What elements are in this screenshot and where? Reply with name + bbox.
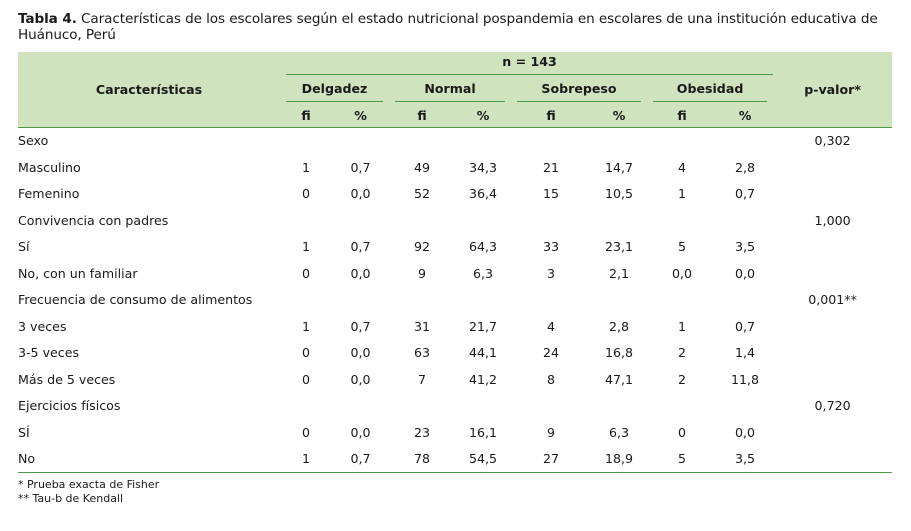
header-fi: fi	[417, 108, 427, 124]
header-fi: fi	[677, 108, 687, 124]
empty-cell	[773, 313, 892, 340]
row-label: Sí	[18, 239, 30, 255]
empty-cell	[455, 393, 511, 420]
empty-cell	[717, 393, 773, 420]
note-kendall: ** Tau-b de Kendall	[18, 492, 124, 505]
empty-cell	[332, 393, 389, 420]
fi-cell: 0	[677, 424, 686, 440]
pct-cell: 34,3	[468, 159, 498, 175]
pct-cell: 2,8	[608, 318, 630, 334]
table-row	[18, 234, 892, 261]
pct-cell: 0,0	[735, 265, 756, 281]
fi-cell: 63	[413, 345, 431, 361]
fi-cell: 2	[677, 345, 686, 361]
pct-cell: 0,7	[332, 446, 389, 473]
fi-cell: 31	[413, 318, 431, 334]
pct-cell: 2,8	[735, 159, 756, 175]
table-row	[18, 446, 892, 473]
fi-cell: 0	[301, 345, 310, 361]
section-row	[18, 393, 892, 420]
row-label: No	[18, 446, 280, 473]
fi-cell: 5	[647, 446, 717, 473]
nutrition-table	[18, 52, 892, 473]
pct-cell: 3,5	[717, 446, 773, 473]
fi-cell: 5	[677, 239, 686, 255]
fi-cell: 21	[542, 159, 560, 175]
empty-cell	[280, 207, 332, 234]
empty-cell	[455, 287, 511, 314]
fi-cell: 23	[413, 424, 431, 440]
section-row	[18, 207, 892, 234]
empty-cell	[511, 393, 591, 420]
empty-cell	[511, 127, 591, 154]
fi-cell: 92	[413, 239, 431, 255]
empty-cell	[280, 393, 332, 420]
table-caption	[18, 11, 903, 43]
pct-cell: 54,5	[455, 446, 511, 473]
row-label: Femenino	[18, 186, 80, 202]
header-row-n	[18, 52, 892, 77]
pct-cell: 6,3	[608, 424, 630, 440]
fi-cell: 2	[677, 371, 686, 387]
empty-cell	[647, 207, 717, 234]
empty-cell	[773, 366, 892, 393]
empty-cell	[332, 207, 389, 234]
empty-cell	[511, 287, 591, 314]
fi-cell: 3	[546, 265, 555, 281]
pct-cell: 0,7	[735, 318, 756, 334]
pct-cell: 0,0	[350, 345, 371, 361]
fi-cell: 52	[413, 186, 431, 202]
fi-cell: 4	[546, 318, 555, 334]
empty-cell	[389, 287, 455, 314]
header-pct: %	[476, 108, 490, 124]
pct-cell: 0,0	[735, 424, 756, 440]
empty-cell	[332, 287, 389, 314]
fi-cell: 49	[413, 159, 431, 175]
empty-cell	[591, 393, 647, 420]
pct-cell: 0,7	[350, 159, 371, 175]
fi-cell: 1	[301, 239, 310, 255]
header-n-total: n = 143	[280, 52, 773, 77]
header-fi: fi	[301, 108, 311, 124]
pct-cell: 47,1	[604, 371, 634, 387]
empty-cell	[591, 207, 647, 234]
fi-cell: 1	[301, 318, 310, 334]
empty-cell	[332, 127, 389, 154]
table-row	[18, 419, 892, 446]
empty-cell	[647, 287, 717, 314]
section-title: Frecuencia de consumo de alimentos	[18, 292, 253, 308]
fi-cell: 7	[417, 371, 426, 387]
header-group-delgadez: Delgadez	[280, 77, 389, 105]
empty-cell	[455, 127, 511, 154]
empty-cell	[773, 419, 892, 446]
header-group-normal: Normal	[389, 77, 511, 105]
row-label: SÍ	[18, 424, 30, 440]
empty-cell	[773, 234, 892, 261]
pct-cell: 18,9	[591, 446, 647, 473]
pct-cell: 16,1	[468, 424, 498, 440]
fi-cell: 33	[542, 239, 560, 255]
pct-cell: 36,4	[468, 186, 498, 202]
fi-cell: 78	[389, 446, 455, 473]
empty-cell	[280, 127, 332, 154]
fi-cell: 27	[511, 446, 591, 473]
table-row	[18, 366, 892, 393]
pct-cell: 3,5	[735, 239, 756, 255]
pct-cell: 11,8	[731, 371, 760, 387]
fi-cell: 24	[542, 345, 560, 361]
fi-cell: 9	[546, 424, 555, 440]
table-row	[18, 313, 892, 340]
pct-cell: 0,7	[735, 186, 756, 202]
pct-cell: 23,1	[604, 239, 634, 255]
empty-cell	[773, 181, 892, 208]
fi-cell: 1	[280, 446, 332, 473]
pct-cell: 0,0	[350, 265, 371, 281]
row-label: No, con un familiar	[18, 265, 138, 281]
section-pvalue: 0,720	[814, 398, 851, 414]
fi-cell: 8	[546, 371, 555, 387]
empty-cell	[773, 154, 892, 181]
fi-cell: 1	[301, 159, 310, 175]
fi-cell: 4	[677, 159, 686, 175]
empty-cell	[773, 446, 892, 473]
empty-cell	[511, 207, 591, 234]
table-body	[18, 127, 892, 473]
empty-cell	[591, 127, 647, 154]
fi-cell: 0	[301, 186, 310, 202]
pct-cell: 0,0	[350, 186, 371, 202]
section-row	[18, 127, 892, 154]
pct-cell: 21,7	[468, 318, 498, 334]
table-row	[18, 154, 892, 181]
pct-cell: 6,3	[472, 265, 494, 281]
header-fi: fi	[546, 108, 556, 124]
pct-cell: 0,7	[350, 239, 371, 255]
section-title: Ejercicios físicos	[18, 398, 121, 414]
section-pvalue: 1,000	[814, 212, 851, 228]
pct-cell: 10,5	[604, 186, 634, 202]
empty-cell	[647, 127, 717, 154]
fi-cell: 0	[301, 424, 310, 440]
empty-cell	[773, 340, 892, 367]
caption-label: Tabla 4.	[18, 11, 77, 27]
pct-cell: 44,1	[468, 345, 498, 361]
pct-cell: 64,3	[468, 239, 498, 255]
empty-cell	[717, 287, 773, 314]
section-title: Convivencia con padres	[18, 212, 169, 228]
table-notes	[18, 478, 159, 506]
header-group-obesidad: Obesidad	[647, 77, 773, 105]
pct-cell: 14,7	[604, 159, 634, 175]
row-label: 3-5 veces	[18, 345, 80, 361]
row-label: Más de 5 veces	[18, 371, 116, 387]
empty-cell	[647, 393, 717, 420]
empty-cell	[717, 127, 773, 154]
empty-cell	[389, 207, 455, 234]
header-group-sobrepeso: Sobrepeso	[511, 77, 647, 105]
empty-cell	[717, 207, 773, 234]
fi-cell: 9	[417, 265, 426, 281]
row-label: Masculino	[18, 159, 81, 175]
pct-cell: 0,0	[350, 371, 371, 387]
empty-cell	[389, 127, 455, 154]
empty-cell	[389, 393, 455, 420]
pct-cell: 0,7	[350, 318, 371, 334]
row-label: 3 veces	[18, 318, 67, 334]
section-title: Sexo	[18, 133, 49, 149]
note-fisher: * Prueba exacta de Fisher	[18, 478, 160, 491]
empty-cell	[280, 287, 332, 314]
table-row	[18, 340, 892, 367]
caption-text: Características de los escolares según el estado nutricional pospandemia en escolares de una institución educativa de Huánuco, Perú	[18, 11, 878, 43]
pct-cell: 41,2	[468, 371, 498, 387]
fi-cell: 15	[542, 186, 560, 202]
fi-cell: 0,0	[671, 265, 693, 281]
pct-cell: 16,8	[604, 345, 634, 361]
header-pct: %	[738, 108, 752, 124]
fi-cell: 1	[677, 318, 686, 334]
header-pvalue: p-valor*	[804, 81, 861, 97]
pct-cell: 0,0	[350, 424, 371, 440]
table-row	[18, 260, 892, 287]
header-characteristics: Características	[95, 81, 203, 97]
table-row	[18, 181, 892, 208]
pct-cell: 2,1	[608, 265, 630, 281]
header-pct: %	[612, 108, 626, 124]
pct-cell: 1,4	[735, 345, 756, 361]
fi-cell: 0	[301, 371, 310, 387]
section-pvalue: 0,302	[814, 133, 851, 149]
header-pct: %	[354, 108, 367, 124]
fi-cell: 1	[677, 186, 686, 202]
fi-cell: 0	[301, 265, 310, 281]
section-pvalue: 0,001**	[808, 292, 857, 308]
empty-cell	[455, 207, 511, 234]
section-row	[18, 287, 892, 314]
empty-cell	[773, 260, 892, 287]
empty-cell	[591, 287, 647, 314]
